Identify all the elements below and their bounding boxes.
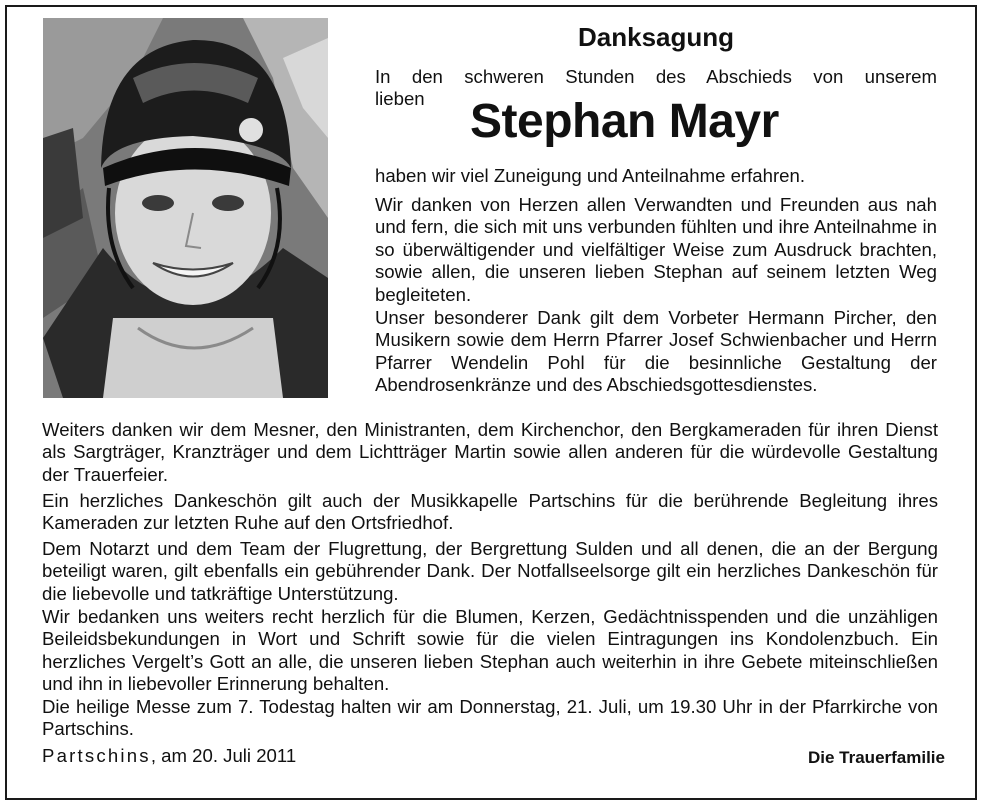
footer-date: , am 20. Juli 2011 xyxy=(150,745,297,766)
paragraph-clergy xyxy=(375,307,937,397)
paragraph-mesner xyxy=(42,419,938,486)
paragraph-relatives xyxy=(375,194,937,306)
footer-place-date xyxy=(42,745,296,767)
portrait-photo xyxy=(43,18,328,398)
paragraph-band xyxy=(42,490,938,535)
intro-line-1: In den schweren Stunden des Abschieds von unserem xyxy=(375,66,937,87)
paragraph-rescue xyxy=(42,538,938,605)
paragraph-rescue-text: Dem Notarzt und dem Team der Flugrettung, der Bergrettung Sulden und all denen, die an der Bergung beteiligt waren, gilt ebenfalls ein gebührender Dank. Der Notfallseelsorge gilt ein herzliches Dankeschön für die liebevolle und tatkräftige Unterstützung. xyxy=(42,538,938,604)
paragraph-relatives-text: Wir danken von Herzen allen Verwandten und Freunden aus nah und fern, die sich mit uns verbunden fühlten und ihre Anteilnahme in so überwältigender und vielfältiger Weise zum Ausdruck brachten, sowie allen, die unseren lieben Stephan auf seinem letzten Weg begleiteten. xyxy=(375,194,937,305)
paragraph-clergy-text: Unser besonderer Dank gilt dem Vorbeter Hermann Pircher, den Musikern sowie dem Herrn Pfarrer Josef Schwienbacher und Herrn Pfarrer Wendelin Pohl für die besinnliche Gestaltung der Abendrosenkränze und des Abschiedsgottesdienstes. xyxy=(375,307,937,396)
notice-heading: Danksagung xyxy=(577,22,735,52)
paragraph-mass xyxy=(42,696,938,741)
footer-place: Partschins xyxy=(42,745,151,766)
intro-after-name xyxy=(375,165,937,187)
paragraph-mass-text: Die heilige Messe zum 7. Todestag halten wir am Donnerstag, 21. Juli, um 19.30 Uhr in der Pfarrkirche von Partschins. xyxy=(42,696,938,740)
intro-line-2: lieben xyxy=(375,88,425,110)
paragraph-mesner-text: Weiters danken wir dem Mesner, den Ministranten, dem Kirchenchor, den Bergkameraden für ihren Dienst als Sargträger, Kranzträger und dem Lichtträger Martin sowie allen anderen für die würdevolle Gestaltung der Trauerfeier. xyxy=(42,419,938,485)
deceased-name: Stephan Mayr xyxy=(470,95,779,148)
intro-after-name-text: haben wir viel Zuneigung und Anteilnahme erfahren. xyxy=(375,165,806,186)
paragraph-flowers-text: Wir bedanken uns weiters recht herzlich für die Blumen, Kerzen, Gedächtnisspenden und die unzähligen Beileidsbekundungen in Wort und Schrift sowie für die vielen Eintragungen ins Kondolenzbuch. Ein herzliches Vergelt’s Gott an alle, die unseren lieben Stephan auch weiterhin in ihre Gebete miteinschließen und ihn in liebevoller Erinnerung behalten. xyxy=(42,606,938,695)
footer-signature: Die Trauerfamilie xyxy=(807,748,945,767)
paragraph-band-text: Ein herzliches Dankeschön gilt auch der Musikkapelle Partschins für die berührende Begleitung ihres Kameraden zur letzten Ruhe auf den Ortsfriedhof. xyxy=(42,490,938,534)
paragraph-flowers xyxy=(42,606,938,696)
